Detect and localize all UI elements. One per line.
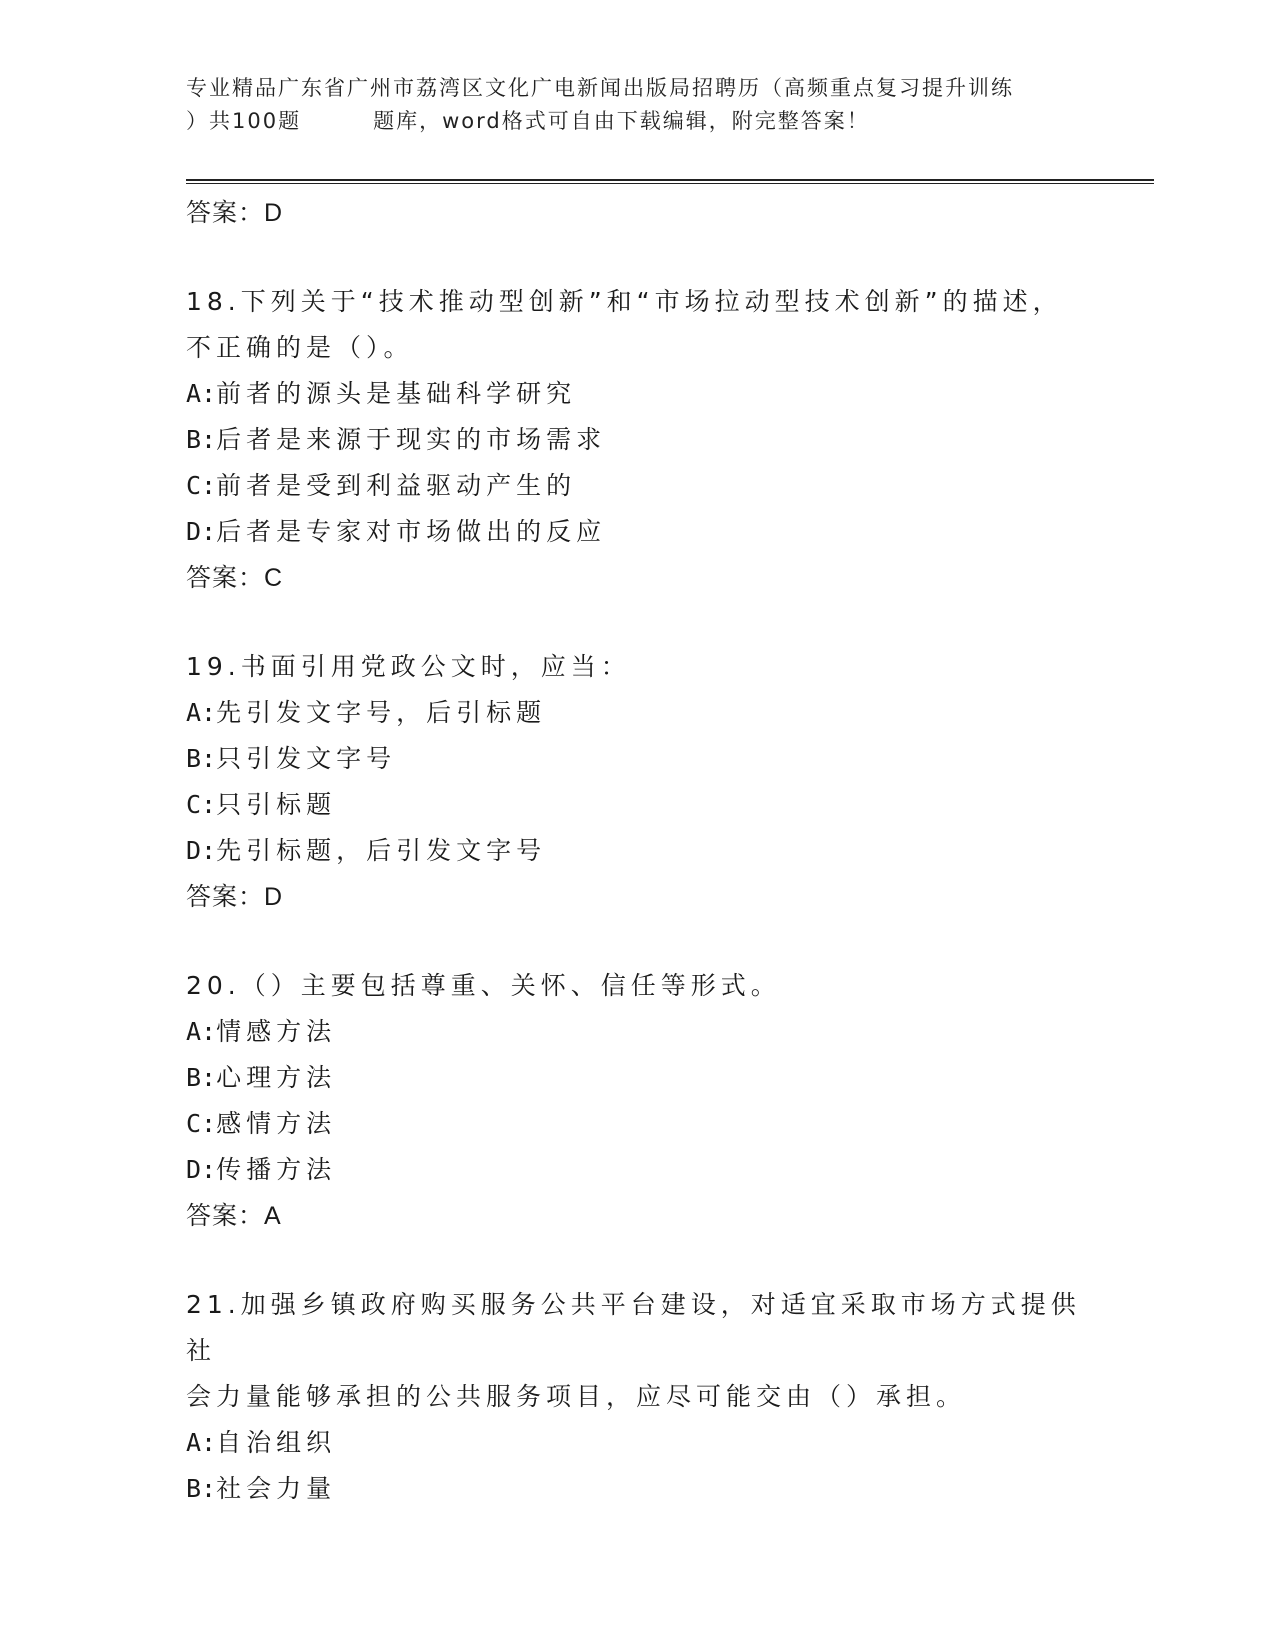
question-21 — [186, 1282, 1086, 1512]
option-a: A:先引发文字号，后引标题 — [186, 698, 547, 727]
option-b: B:后者是来源于现实的市场需求 — [186, 425, 607, 454]
answer-line: 答案：D — [186, 883, 284, 911]
question-text: 19.书面引用党政公文时，应当： — [186, 652, 631, 681]
document-header — [186, 72, 1086, 138]
option-c: C:前者是受到利益驱动产生的 — [186, 471, 577, 500]
header-line-2 — [186, 105, 1086, 138]
header-line-1: 专业精品广东省广州市荔湾区文化广电新闻出版局招聘历（高频重点复习提升训练 — [186, 76, 1014, 100]
question-20 — [186, 963, 1086, 1239]
option-a: A:前者的源头是基础科学研究 — [186, 379, 577, 408]
option-d: D:后者是专家对市场做出的反应 — [186, 517, 607, 546]
answer-line: 答案：C — [186, 564, 284, 592]
header-divider — [186, 179, 1154, 184]
answer-line: 答案：D — [186, 199, 284, 227]
question-text: 会力量能够承担的公共服务项目，应尽可能交由（）承担。 — [186, 1382, 967, 1411]
header-note: 题库，word格式可自由下载编辑，附完整答案！ — [373, 109, 870, 133]
option-d: D:先引标题，后引发文字号 — [186, 836, 547, 865]
answer-line: 答案：A — [186, 1202, 282, 1230]
option-d: D:传播方法 — [186, 1155, 337, 1184]
question-18 — [186, 279, 1086, 601]
header-count: ）共100题 — [186, 109, 302, 133]
option-c: C:感情方法 — [186, 1109, 337, 1138]
option-a: A:自治组织 — [186, 1428, 337, 1457]
option-c: C:只引标题 — [186, 790, 337, 819]
question-19 — [186, 644, 1086, 920]
option-a: A:情感方法 — [186, 1017, 337, 1046]
option-b: B:只引发文字号 — [186, 744, 397, 773]
question-text: 18.下列关于“技术推动型创新”和“市场拉动型技术创新”的描述， — [186, 287, 1063, 316]
question-text: 21.加强乡镇政府购买服务公共平台建设，对适宜采取市场方式提供社 — [186, 1290, 1081, 1365]
question-text: 不正确的是（）。 — [186, 333, 414, 362]
option-b: B:心理方法 — [186, 1063, 337, 1092]
question-text: 20.（）主要包括尊重、关怀、信任等形式。 — [186, 971, 781, 1000]
option-b: B:社会力量 — [186, 1474, 337, 1503]
question-list — [186, 190, 1086, 1512]
